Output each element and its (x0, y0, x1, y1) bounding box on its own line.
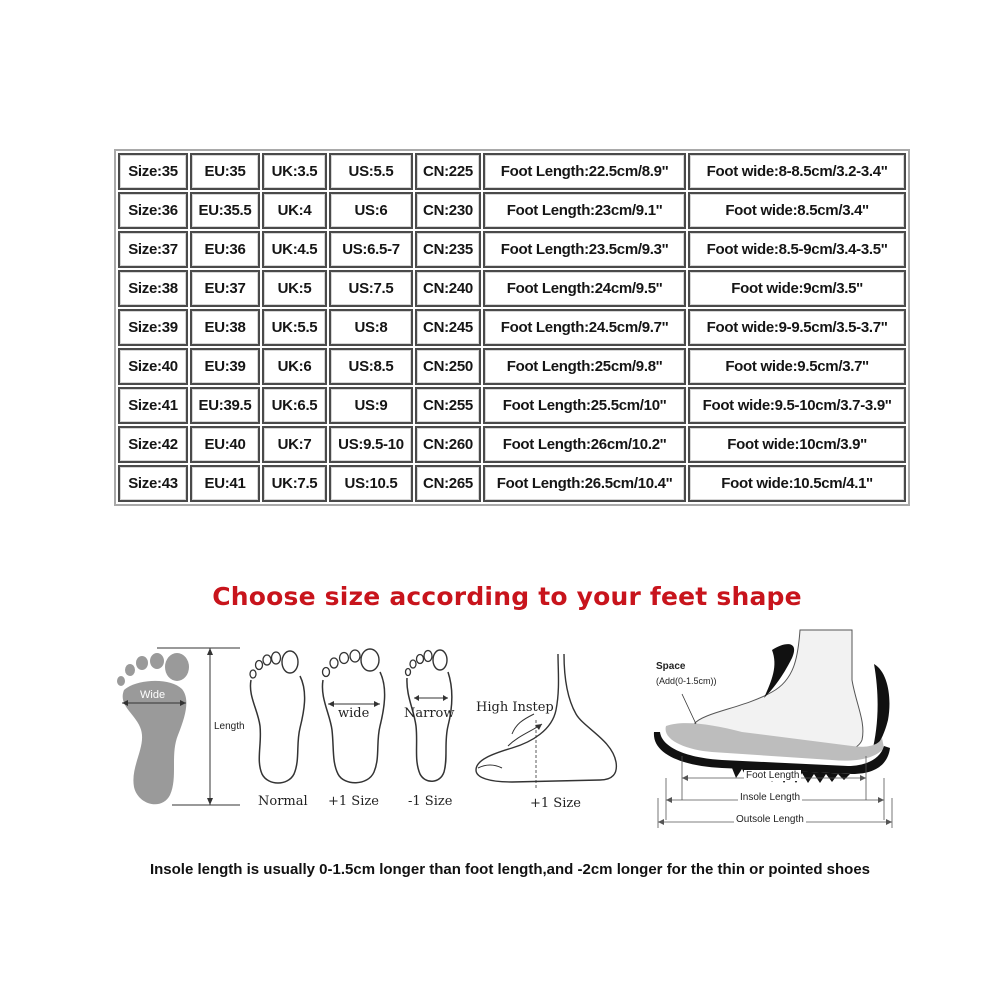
cell-foot-wide: Foot wide:9cm/3.5'' (688, 270, 906, 307)
wide-label: Wide (140, 689, 166, 701)
cell-us: US:9 (329, 387, 413, 424)
cell-size: Size:40 (118, 348, 188, 385)
cell-us: US:9.5-10 (329, 426, 413, 463)
insole-length-label: Insole Length (740, 792, 801, 803)
cell-uk: UK:7 (262, 426, 327, 463)
size-row (118, 153, 906, 190)
cell-foot-wide: Foot wide:8.5-9cm/3.4-3.5'' (688, 231, 906, 268)
cell-cn: CN:260 (415, 426, 481, 463)
cell-size: Size:36 (118, 192, 188, 229)
shoe-cross-section-diagram (652, 628, 902, 838)
cell-us: US:5.5 (329, 153, 413, 190)
size-row (118, 192, 906, 229)
size-row (118, 465, 906, 502)
cell-uk: UK:5 (262, 270, 327, 307)
cell-foot-length: Foot Length:22.5cm/8.9'' (483, 153, 686, 190)
cell-eu: EU:36 (190, 231, 260, 268)
cell-foot-length: Foot Length:23.5cm/9.3'' (483, 231, 686, 268)
cell-us: US:7.5 (329, 270, 413, 307)
cell-uk: UK:6.5 (262, 387, 327, 424)
cell-size: Size:43 (118, 465, 188, 502)
cell-cn: CN:225 (415, 153, 481, 190)
size-chart-table (114, 149, 910, 506)
cell-foot-wide: Foot wide:9.5-10cm/3.7-3.9'' (688, 387, 906, 424)
cell-foot-length: Foot Length:26cm/10.2'' (483, 426, 686, 463)
cell-uk: UK:6 (262, 348, 327, 385)
cell-size: Size:41 (118, 387, 188, 424)
foot-length-label: Foot Length (746, 770, 800, 781)
outsole-length-label: Outsole Length (736, 814, 804, 825)
cell-foot-length: Foot Length:26.5cm/10.4'' (483, 465, 686, 502)
cell-cn: CN:240 (415, 270, 481, 307)
cell-cn: CN:235 (415, 231, 481, 268)
foot-shape-normal (248, 648, 312, 809)
cell-eu: EU:41 (190, 465, 260, 502)
cell-cn: CN:245 (415, 309, 481, 346)
size-row (118, 348, 906, 385)
length-label: Length (214, 721, 245, 732)
cell-eu: EU:37 (190, 270, 260, 307)
headline: Choose size according to your feet shape (212, 582, 802, 611)
caption-normal: Normal (258, 794, 308, 809)
cell-uk: UK:3.5 (262, 153, 327, 190)
caption-instep-plus-one-size: +1 Size (530, 796, 581, 811)
space-label: Space (656, 661, 686, 672)
cell-uk: UK:5.5 (262, 309, 327, 346)
foot-shape-wide (322, 648, 386, 809)
cell-foot-length: Foot Length:25.5cm/10'' (483, 387, 686, 424)
size-row (118, 387, 906, 424)
caption-plus-one-size: +1 Size (328, 794, 379, 809)
caption-minus-one-size: -1 Size (408, 794, 453, 809)
cell-us: US:6.5-7 (329, 231, 413, 268)
cell-eu: EU:40 (190, 426, 260, 463)
cell-size: Size:42 (118, 426, 188, 463)
cell-foot-length: Foot Length:25cm/9.8'' (483, 348, 686, 385)
insole-footnote: Insole length is usually 0-1.5cm longer than foot length,and -2cm longer for the thin or pointed shoes (149, 861, 871, 878)
cell-size: Size:37 (118, 231, 188, 268)
cell-uk: UK:4 (262, 192, 327, 229)
size-row (118, 270, 906, 307)
cell-size: Size:35 (118, 153, 188, 190)
foot-shape-narrow (404, 648, 460, 809)
cell-uk: UK:7.5 (262, 465, 327, 502)
cell-eu: EU:39.5 (190, 387, 260, 424)
size-row (118, 309, 906, 346)
cell-us: US:6 (329, 192, 413, 229)
cell-foot-wide: Foot wide:9-9.5cm/3.5-3.7'' (688, 309, 906, 346)
size-chart-body (118, 153, 906, 502)
cell-size: Size:38 (118, 270, 188, 307)
cell-foot-length: Foot Length:24.5cm/9.7'' (483, 309, 686, 346)
cell-eu: EU:35.5 (190, 192, 260, 229)
cell-us: US:10.5 (329, 465, 413, 502)
cell-cn: CN:250 (415, 348, 481, 385)
cell-cn: CN:230 (415, 192, 481, 229)
cell-cn: CN:265 (415, 465, 481, 502)
footprint-measure-illustration (112, 645, 252, 815)
cell-foot-length: Foot Length:23cm/9.1'' (483, 192, 686, 229)
high-instep-title: High Instep (476, 700, 554, 715)
size-row (118, 426, 906, 463)
cell-uk: UK:4.5 (262, 231, 327, 268)
cell-eu: EU:35 (190, 153, 260, 190)
cell-cn: CN:255 (415, 387, 481, 424)
cell-us: US:8.5 (329, 348, 413, 385)
cell-foot-wide: Foot wide:10.5cm/4.1'' (688, 465, 906, 502)
cell-foot-length: Foot Length:24cm/9.5'' (483, 270, 686, 307)
annotation-narrow: Narrow (404, 706, 455, 721)
cell-eu: EU:38 (190, 309, 260, 346)
cell-foot-wide: Foot wide:8.5cm/3.4'' (688, 192, 906, 229)
cell-size: Size:39 (118, 309, 188, 346)
size-row (118, 231, 906, 268)
space-note: (Add(0-1.5cm)) (656, 676, 717, 686)
cell-eu: EU:39 (190, 348, 260, 385)
cell-foot-wide: Foot wide:8-8.5cm/3.2-3.4'' (688, 153, 906, 190)
cell-foot-wide: Foot wide:9.5cm/3.7'' (688, 348, 906, 385)
cell-foot-wide: Foot wide:10cm/3.9'' (688, 426, 906, 463)
high-instep-illustration (472, 650, 622, 811)
cell-us: US:8 (329, 309, 413, 346)
annotation-wide: wide (338, 706, 370, 721)
